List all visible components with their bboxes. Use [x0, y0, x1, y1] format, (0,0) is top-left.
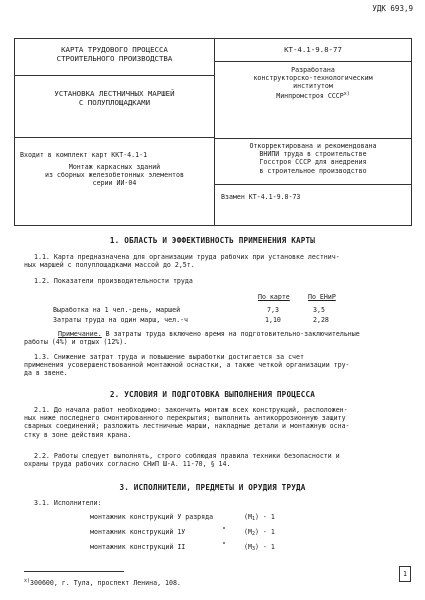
- card-subject: УСТАНОВКА ЛЕСТНИЧНЫХ МАРШЕЙ С ПОЛУПЛОЩАДКАМИ: [54, 89, 175, 108]
- table-row-label: Затраты труда на один марш, чел.-ч: [53, 316, 188, 324]
- ditto-mark: ": [222, 526, 226, 534]
- set-description: Монтаж каркасных зданий из сборных железобетонных элементов серии ИИ-04: [45, 163, 184, 188]
- footnote-rule: [24, 571, 124, 572]
- header-divider: [214, 61, 411, 62]
- header-divider: [15, 75, 214, 76]
- developer-info: Разработана конструкторско-технологическим институтом Минпромстроя СССР$^{x)}$: [253, 66, 373, 100]
- section1-note: Примечание. В затраты труда включено время на подготовительно-заключительные работы (4%) и отдых (12%).: [24, 330, 360, 347]
- worker-count: $(М_2) - 1$: [244, 528, 275, 537]
- section3-title: 3. ИСПОЛНИТЕЛИ, ПРЕДМЕТЫ И ОРУДИЯ ТРУДА: [119, 483, 306, 492]
- section2-paragraph: 2.1. До начала работ необходимо: закончить монтаж всех конструкций, расположен- ных ниже последнего смонтированного перекрытия; выполнить антикоррозионную защиту сварных соединений; разложить лестничные марши, накладные детали и монтажную осна- стку в зоне действия крана.: [24, 406, 350, 439]
- section3-paragraph: 3.1. Исполнители:: [34, 499, 102, 507]
- header-table: [14, 38, 412, 226]
- header-divider: [214, 138, 411, 139]
- table-header-card: По карте: [258, 293, 290, 301]
- section2-paragraph: 2.2. Работы следует выполнять, строго соблюдая правила техники безопасности и охраны труда рабочих согласно СНиП Ш-А. 11-70, § 14.: [24, 452, 340, 469]
- section1-paragraph: 1.2. Показатели производительности труда: [34, 277, 193, 285]
- card-title: КАРТА ТРУДОВОГО ПРОЦЕССА СТРОИТЕЛЬНОГО ПРОИЗВОДСТВА: [56, 45, 173, 64]
- header-divider: [214, 184, 411, 185]
- section1-title: 1. ОБЛАСТЬ И ЭФФЕКТИВНОСТЬ ПРИМЕНЕНИЯ КАРТЫ: [109, 236, 316, 245]
- table-cell: 7,3: [267, 306, 279, 314]
- worker-row: монтажник конструкций У разряда: [90, 513, 214, 521]
- ditto-mark: ": [222, 541, 226, 549]
- section1-paragraph: 1.1. Карта предназначена для организации труда рабочих при установке лестнич- ных маршей с полуплощадками массой до 2,5т.: [24, 253, 340, 270]
- page-number: 1: [399, 566, 411, 582]
- footnote: $^{x)}$300600, г. Тула, проспект Ленина, 108.: [24, 578, 181, 588]
- table-cell: 1,10: [265, 316, 281, 324]
- section1-paragraph: 1.3. Снижение затрат труда и повышение выработки достигается за счет применения усовершенствованной монтажной оснастки, а также четкой организации тру- да в звене.: [24, 353, 350, 378]
- table-cell: 3,5: [313, 306, 325, 314]
- worker-row: монтажник конструкций II: [90, 543, 186, 551]
- worker-count: $(М_1) - 1$: [244, 513, 275, 522]
- table-row-label: Выработка на 1 чел.-день, маршей: [53, 306, 181, 314]
- worker-row: монтажник конструкций 1У: [90, 528, 186, 536]
- header-divider: [15, 137, 214, 138]
- udk-code: УДК 693,9: [372, 4, 413, 13]
- worker-count: $(М_3) - 1$: [244, 543, 275, 552]
- card-code: КТ-4.1-9.8-77: [284, 45, 342, 54]
- replaces-info: Взамен КТ-4.1-9.8-73: [221, 193, 301, 201]
- table-header-enir: По ЕНиР: [308, 293, 336, 301]
- table-cell: 2,28: [313, 316, 329, 324]
- set-info: Входит в комплект карт ККТ-4.1-1: [20, 151, 148, 159]
- recommendation-info: Откорректирована и рекомендована ВНИПИ труда в строительстве Госстроя СССР для внедрения в строительное производство: [249, 142, 377, 175]
- section2-title: 2. УСЛОВИЯ И ПОДГОТОВКА ВЫПОЛНЕНИЯ ПРОЦЕССА: [109, 390, 316, 399]
